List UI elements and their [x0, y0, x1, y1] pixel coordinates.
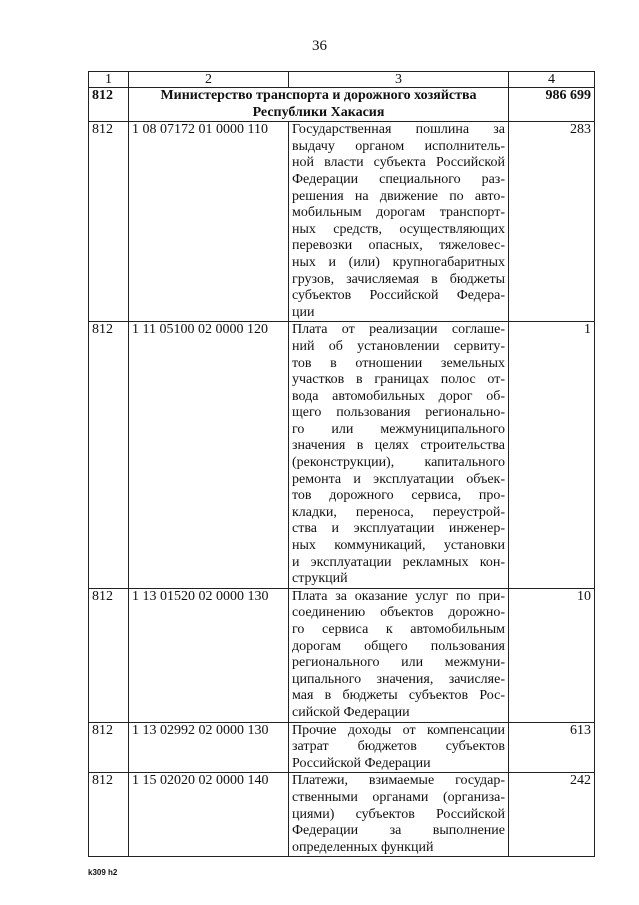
- revenue-name-cell: [289, 122, 509, 322]
- column-number-2: 2: [129, 72, 289, 88]
- revenue-name-line: грузов, зачисляемая в бюджеты: [292, 271, 505, 287]
- revenue-name-line: решения на движение по авто-: [292, 188, 505, 204]
- admin-code-cell: 812: [89, 773, 129, 857]
- revenue-name-line: вода автомобильных дорог об-: [292, 388, 505, 404]
- revenue-name-line: и эксплуатации рекламных кон-: [292, 554, 505, 570]
- revenue-name-line: ственными органами (организа-: [292, 789, 505, 805]
- revenue-name-line: ции: [292, 304, 315, 320]
- revenue-name-line: циями) субъектов Российской: [292, 806, 505, 822]
- amount-cell: 283: [509, 122, 595, 322]
- revenue-name-line: соединению объектов дорожно-: [292, 605, 505, 621]
- admin-code-cell: 812: [89, 122, 129, 322]
- revenue-name-line: ства и эксплуатации инженер-: [292, 521, 505, 537]
- revenue-name-line: ремонта и эксплуатации объек-: [292, 471, 505, 487]
- revenue-name-line: выдачу органом исполнитель-: [292, 138, 505, 154]
- revenue-name-line: Платежи, взимаемые государ-: [292, 773, 505, 789]
- revenue-name-cell: [289, 322, 509, 589]
- revenue-table: [88, 71, 595, 857]
- revenue-name-line: ных и (или) крупногабаритных: [292, 254, 505, 270]
- revenue-name-line: го или межмуниципального: [292, 421, 505, 437]
- budget-classification-code-cell: 1 08 07172 01 0000 110: [129, 122, 289, 322]
- revenue-name-line: перевозки опасных, тяжеловес-: [292, 238, 505, 254]
- revenue-name-line: ных средств, осуществляющих: [292, 221, 505, 237]
- revenue-name-line: тов в отношении земельных: [292, 355, 505, 371]
- admin-code-cell: 812: [89, 322, 129, 589]
- revenue-name-line: дорогам общего пользования: [292, 638, 505, 654]
- revenue-name-line: значения в целях строительства: [292, 438, 505, 454]
- ministry-name: [129, 88, 509, 122]
- revenue-name-line: ных коммуникаций, установки: [292, 538, 505, 554]
- revenue-name-line: Федерации за выполнение: [292, 823, 505, 839]
- ministry-code: 812: [89, 88, 129, 122]
- amount-cell: 242: [509, 773, 595, 857]
- table-row: [89, 773, 595, 857]
- admin-code-cell: 812: [89, 722, 129, 773]
- revenue-name-line: регионального или межмуни-: [292, 655, 505, 671]
- revenue-name-line: го сервиса к автомобильным: [292, 622, 505, 637]
- ministry-name-line: Республики Хакасия: [252, 104, 385, 120]
- table-row: [89, 722, 595, 773]
- column-number-3: 3: [289, 72, 509, 88]
- revenue-name-line: Государственная пошлина за: [292, 122, 505, 138]
- revenue-name-line: затрат бюджетов субъектов: [292, 739, 505, 755]
- revenue-name-line: ципального значения, зачисляе-: [292, 671, 505, 687]
- revenue-name-line: щего пользования регионально-: [292, 405, 505, 421]
- revenue-name-line: Плата за оказание услуг по при-: [292, 588, 505, 604]
- revenue-name-cell: [289, 773, 509, 857]
- revenue-name-line: Российской Федерации: [292, 755, 431, 771]
- amount-cell: 613: [509, 722, 595, 773]
- amount-cell: 1: [509, 322, 595, 589]
- revenue-name-cell: [289, 588, 509, 722]
- revenue-name-line: сийской Федерации: [292, 704, 410, 720]
- revenue-name-line: субъектов Российской Федера-: [292, 288, 505, 304]
- admin-code-cell: 812: [89, 588, 129, 722]
- column-number-4: 4: [509, 72, 595, 88]
- table-row: [89, 322, 595, 589]
- ministry-total-amount: 986 699: [509, 88, 595, 122]
- revenue-name-line: Плата от реализации соглаше-: [292, 322, 505, 338]
- table-row: [89, 122, 595, 322]
- budget-classification-code-cell: 1 13 01520 02 0000 130: [129, 588, 289, 722]
- revenue-name-line: ний об установлении сервиту-: [292, 338, 505, 354]
- page-number: 36: [312, 38, 327, 54]
- table-header-row: [89, 72, 595, 88]
- revenue-name-line: определенных функций: [292, 839, 434, 855]
- column-number-1: 1: [89, 72, 129, 88]
- revenue-name-line: (реконструкции), капитального: [292, 455, 505, 471]
- revenue-name-line: участков в границах полос от-: [292, 372, 505, 388]
- revenue-name-line: мобильным дорогам транспорт-: [292, 205, 505, 221]
- revenue-name-cell: [289, 722, 509, 773]
- revenue-name-line: струкций: [292, 571, 348, 587]
- ministry-name-line: Министерство транспорта и дорожного хозяйства: [160, 88, 477, 103]
- document-footer-code: k309 h2: [88, 868, 118, 877]
- budget-classification-code-cell: 1 15 02020 02 0000 140: [129, 773, 289, 857]
- revenue-name-line: ной власти субъекта Российской: [292, 155, 505, 171]
- table-row: [89, 588, 595, 722]
- revenue-name-line: мая в бюджеты субъектов Рос-: [292, 688, 505, 704]
- revenue-name-line: тов дорожного сервиса, про-: [292, 488, 505, 504]
- amount-cell: 10: [509, 588, 595, 722]
- ministry-row: [89, 88, 595, 122]
- budget-classification-code-cell: 1 11 05100 02 0000 120: [129, 322, 289, 589]
- revenue-name-line: кладки, переноса, переустрой-: [292, 504, 505, 520]
- budget-classification-code-cell: 1 13 02992 02 0000 130: [129, 722, 289, 773]
- revenue-name-line: Федерации специального раз-: [292, 171, 505, 187]
- revenue-name-line: Прочие доходы от компенсации: [292, 722, 505, 738]
